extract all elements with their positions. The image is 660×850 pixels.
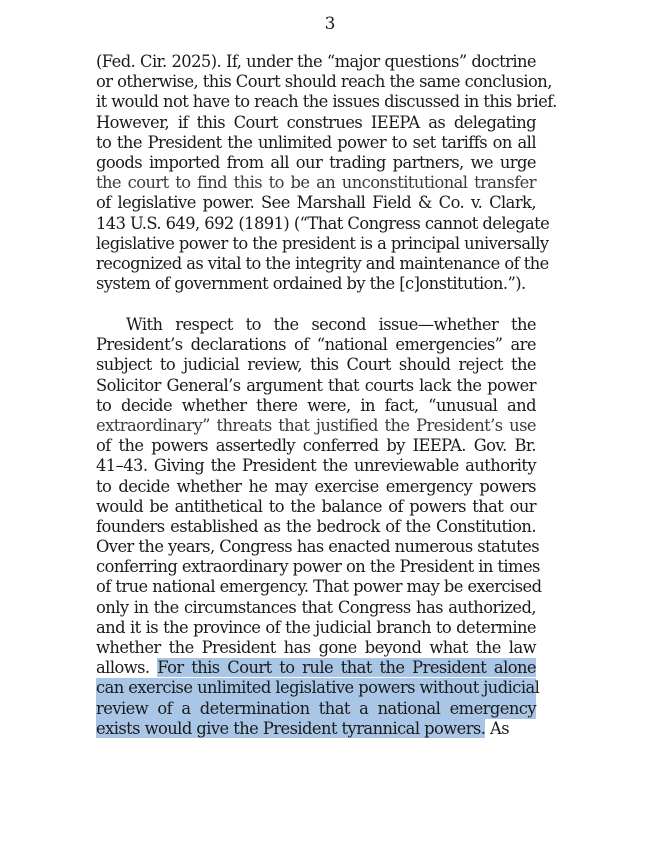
text-span: allows. — [96, 658, 158, 678]
text-line: to the President the unlimited power to set tariffs on all — [96, 132, 536, 152]
text-line: the court to find this to be an unconstitutional transfer — [96, 173, 536, 193]
text-line: of true national emergency. That power may be exercised — [96, 577, 542, 597]
text-line: However, if this Court construes IEEPA as delegating — [96, 112, 536, 132]
text-line: whether the President has gone beyond what the law — [96, 638, 536, 657]
highlighted-text[interactable]: review of a determination that a national emergency — [96, 698, 536, 718]
text-line: of the powers assertedly conferred by IEEPA. Gov. Br. — [96, 436, 536, 456]
text-line: extraordinary” threats that justified the President’s use — [96, 415, 536, 435]
text-line: system of government ordained by the [c]onstitution.”). — [96, 274, 526, 294]
highlighted-text[interactable]: For this Court to rule that the President alone — [157, 658, 537, 678]
text-line: or otherwise, this Court should reach the same conclusion, — [96, 72, 552, 92]
text-line: recognized as vital to the integrity and maintenance of the — [96, 253, 549, 273]
text-line: founders established as the bedrock of the Constitution. — [96, 516, 536, 536]
text-line: to decide whether he may exercise emergency powers — [96, 476, 536, 496]
text-line: Over the years, Congress has enacted numerous statutes — [96, 537, 540, 557]
paragraph-2 — [96, 315, 542, 739]
text-line: to decide whether there were, in fact, “unusual and — [96, 395, 536, 415]
text-line-mixed — [96, 719, 536, 739]
text-line: President’s declarations of “national emergencies” are — [96, 335, 536, 355]
text-line: conferring extraordinary power on the President in times — [96, 557, 540, 577]
text-line: it would not have to reach the issues discussed in this brief. — [96, 92, 557, 112]
page-number: 3 — [324, 14, 336, 34]
text-line: subject to judicial review, this Court should reject the — [96, 355, 536, 375]
text-line: 41–43. Giving the President the unreviewable authority — [96, 456, 536, 476]
text-line: would be antithetical to the balance of powers that our — [96, 496, 536, 516]
highlighted-text[interactable]: exists would give the President tyrannical powers. — [96, 718, 486, 738]
text-line: (Fed. Cir. 2025). If, under the “major questions” doctrine — [96, 52, 536, 71]
paragraph-1 — [96, 52, 557, 294]
text-line: 143 U.S. 649, 692 (1891) (“That Congress cannot delegate — [96, 213, 550, 233]
text-line: of legislative power. See Marshall Field & Co. v. Clark, — [96, 193, 536, 213]
text-line: With respect to the second issue—whether the — [126, 315, 536, 334]
text-line: and it is the province of the judicial branch to determine — [96, 617, 536, 637]
text-line-mixed — [96, 658, 536, 678]
text-span: As — [485, 718, 510, 738]
text-line: legislative power to the president is a principal universally — [96, 233, 549, 253]
text-line: Solicitor General’s argument that courts lack the power — [96, 375, 536, 395]
text-line: goods imported from all our trading partners, we urge — [96, 152, 536, 172]
text-line: only in the circumstances that Congress has authorized, — [96, 597, 536, 617]
highlighted-text[interactable]: can exercise unlimited legislative powers without judicial — [96, 678, 540, 698]
